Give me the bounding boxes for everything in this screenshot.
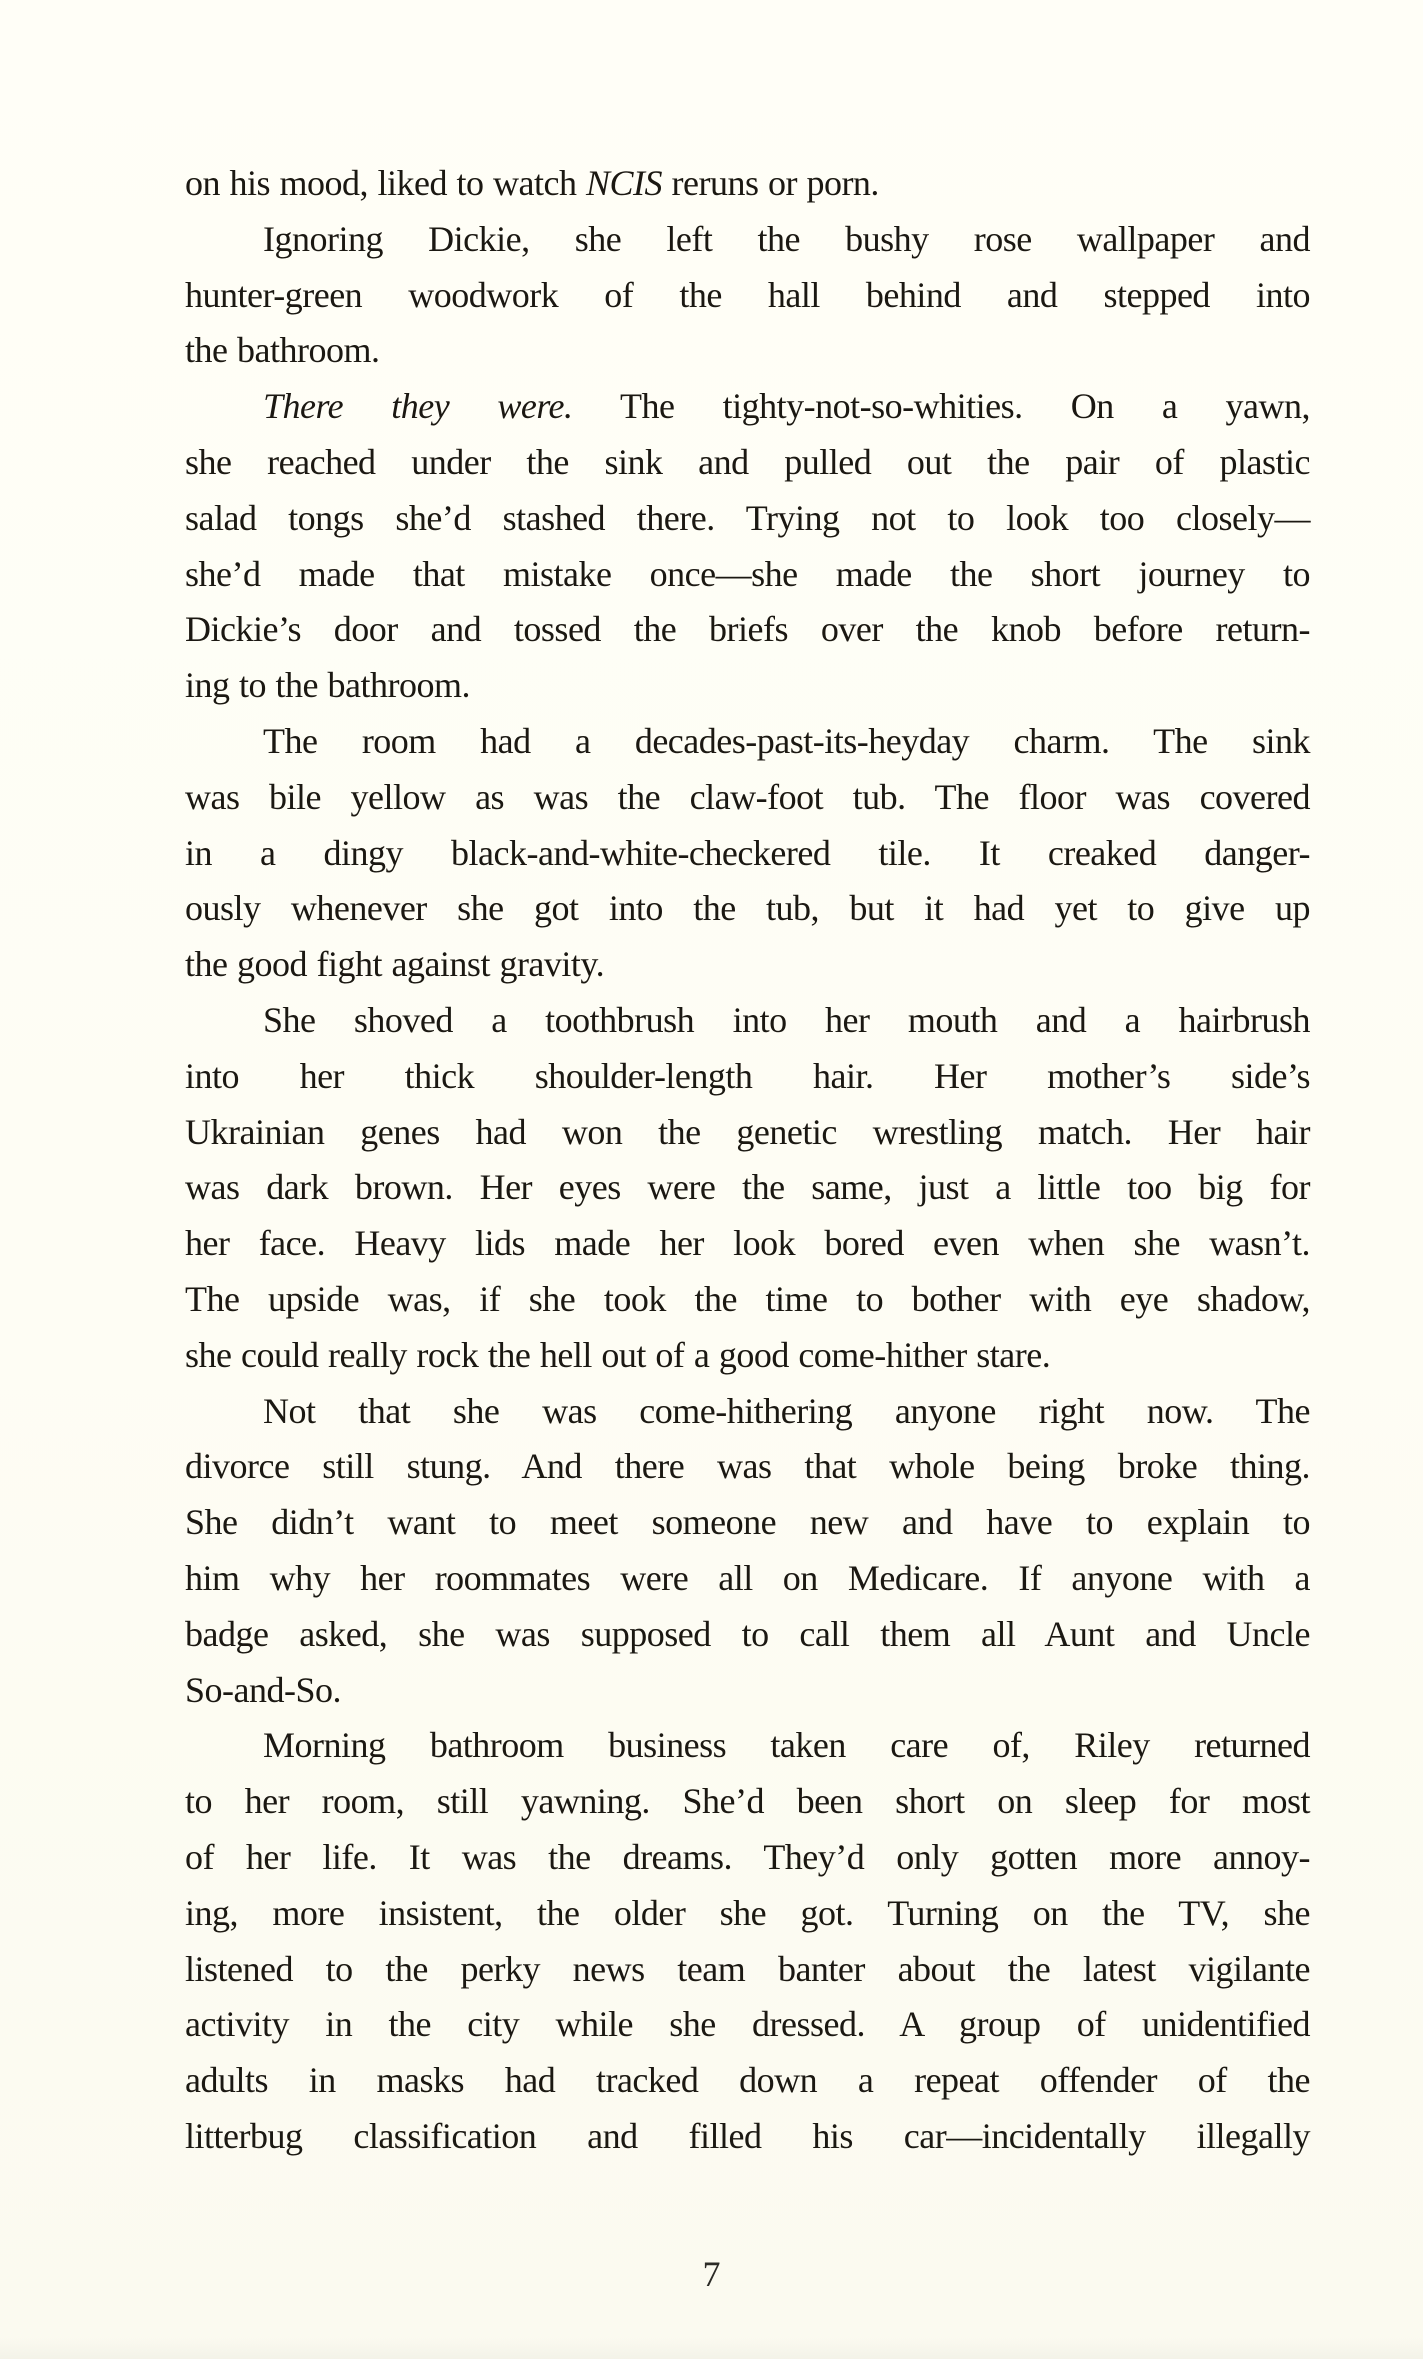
text-line <box>185 2053 1310 2109</box>
text-line <box>185 212 1310 268</box>
text-run: she could really rock the hell out of a good come-hither stare. <box>185 1334 1051 1375</box>
text-line <box>185 937 1310 993</box>
page-number: 7 <box>702 2254 721 2294</box>
text-line <box>185 156 1310 212</box>
text-line <box>185 1997 1310 2053</box>
text-run: of her life. It was the dreams. They’d only gotten more annoy- <box>185 1836 1310 1877</box>
text-line <box>185 1830 1310 1886</box>
text-line <box>185 435 1310 491</box>
text-run: She didn’t want to meet someone new and have to explain to <box>185 1502 1310 1543</box>
text-run: was bile yellow as was the claw-foot tub. The floor was covered <box>185 776 1310 817</box>
text-run: she’d made that mistake once—she made the short journey to <box>185 553 1310 594</box>
text-run: badge asked, she was supposed to call them all Aunt and Uncle <box>185 1613 1310 1654</box>
text-line <box>185 1160 1310 1216</box>
text-line <box>185 1718 1310 1774</box>
scan-edge-artifact <box>0 2337 1423 2359</box>
text-run: was dark brown. Her eyes were the same, just a little too big for <box>185 1167 1310 1208</box>
text-run: the bathroom. <box>185 330 380 371</box>
text-run: him why her roommates were all on Medicare. If anyone with a <box>185 1557 1310 1598</box>
text-run: Morning bathroom business taken care of, Riley returned <box>263 1725 1310 1766</box>
text-line <box>185 1439 1310 1495</box>
text-line <box>185 491 1310 547</box>
text-line <box>185 1328 1310 1384</box>
text-run: her face. Heavy lids made her look bored even when she wasn’t. <box>185 1223 1310 1264</box>
text-line <box>185 1663 1310 1719</box>
text-line <box>185 1774 1310 1830</box>
text-run: activity in the city while she dressed. A group of unidentified <box>185 2004 1310 2045</box>
text-line <box>185 323 1310 379</box>
text-line <box>185 1384 1310 1440</box>
text-line <box>185 1272 1310 1328</box>
text-run: to her room, still yawning. She’d been short on sleep for most <box>185 1781 1310 1822</box>
text-line <box>185 1049 1310 1105</box>
text-line <box>185 268 1310 324</box>
text-run: she reached under the sink and pulled out the pair of plastic <box>185 441 1310 482</box>
text-run: Ignoring Dickie, she left the bushy rose wallpaper and <box>263 218 1310 259</box>
text-line <box>185 547 1310 603</box>
italic-text-run: There they were. <box>263 386 573 427</box>
text-run: the good fight against gravity. <box>185 944 605 985</box>
text-run: ing to the bathroom. <box>185 665 470 706</box>
text-run: in a dingy black-and-white-checkered tile. It creaked danger- <box>185 832 1310 873</box>
italic-text-run: NCIS <box>585 163 662 203</box>
text-line <box>185 714 1310 770</box>
text-run: The upside was, if she took the time to bother with eye shadow, <box>185 1278 1310 1319</box>
text-line <box>185 2109 1310 2165</box>
text-line <box>185 826 1310 882</box>
body-text <box>185 156 1310 2165</box>
text-run: into her thick shoulder-length hair. Her mother’s side’s <box>185 1055 1310 1096</box>
text-line <box>185 993 1310 1049</box>
text-run: Not that she was come-hithering anyone right now. The <box>263 1390 1310 1431</box>
text-line <box>185 658 1310 714</box>
text-run: The tighty-not-so-whities. On a yawn, <box>572 386 1310 427</box>
text-run: ously whenever she got into the tub, but it had yet to give up <box>185 888 1310 929</box>
text-run: divorce still stung. And there was that whole being broke thing. <box>185 1446 1310 1487</box>
text-line <box>185 881 1310 937</box>
text-run: reruns or porn. <box>661 163 879 203</box>
text-line <box>185 1551 1310 1607</box>
text-line <box>185 379 1310 435</box>
text-line <box>185 1105 1310 1161</box>
text-line <box>185 1942 1310 1998</box>
text-run: Ukrainian genes had won the genetic wrestling match. Her hair <box>185 1111 1310 1152</box>
text-run: Dickie’s door and tossed the briefs over the knob before return- <box>185 609 1310 650</box>
text-run: listened to the perky news team banter about the latest vigilante <box>185 1948 1310 1989</box>
text-run: The room had a decades-past-its-heyday charm. The sink <box>263 720 1310 761</box>
text-run: litterbug classification and filled his car—incidentally illegally <box>185 2115 1310 2156</box>
text-run: adults in masks had tracked down a repeat offender of the <box>185 2060 1310 2101</box>
text-run: ing, more insistent, the older she got. Turning on the TV, she <box>185 1892 1310 1933</box>
text-line <box>185 1495 1310 1551</box>
text-line <box>185 602 1310 658</box>
text-run: salad tongs she’d stashed there. Trying not to look too closely— <box>185 497 1310 538</box>
text-run: on his mood, liked to watch <box>185 163 586 203</box>
text-run: hunter-green woodwork of the hall behind and stepped into <box>185 274 1310 315</box>
text-run: So-and-So. <box>185 1669 341 1710</box>
text-line <box>185 1886 1310 1942</box>
text-run: She shoved a toothbrush into her mouth and a hairbrush <box>263 999 1310 1040</box>
text-line <box>185 1607 1310 1663</box>
text-line <box>185 770 1310 826</box>
text-line <box>185 1216 1310 1272</box>
